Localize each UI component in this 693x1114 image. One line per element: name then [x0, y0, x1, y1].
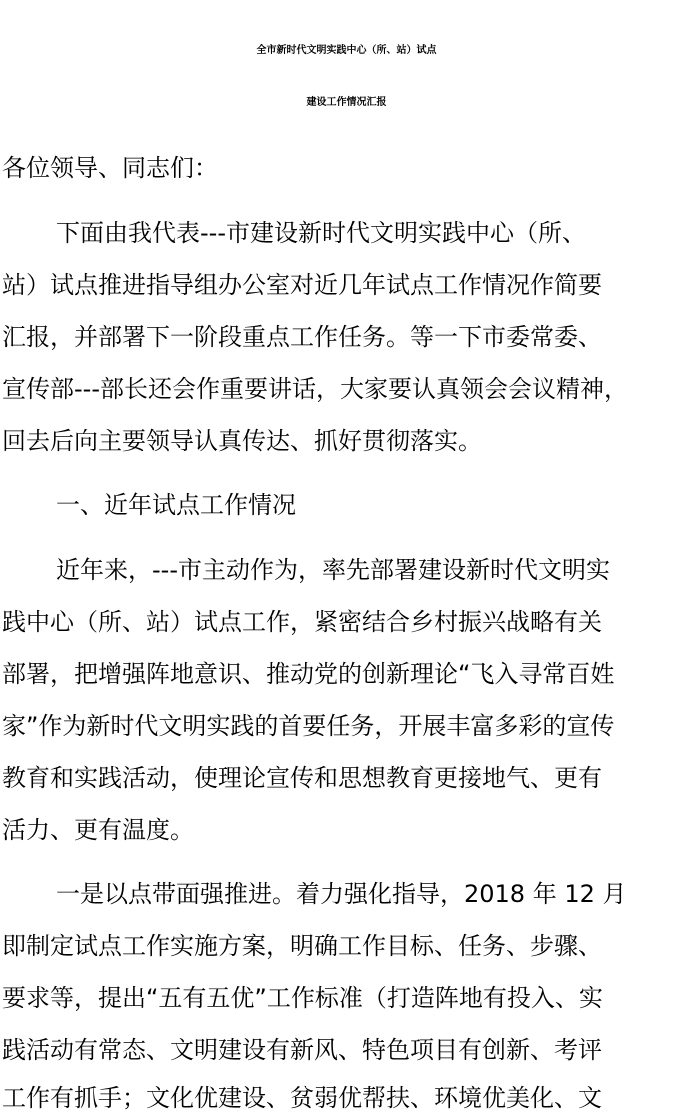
paragraph-line: 近年来，---市主动作为，率先部署建设新时代文明实	[56, 556, 610, 584]
paragraph-line: 践中心（所、站）试点工作，紧密结合乡村振兴战略有关	[2, 608, 602, 636]
paragraph-line: 工作有抓手；文化优建设、贫弱优帮扶、环境优美化、文	[2, 1084, 602, 1112]
paragraph-line: 部署，把增强阵地意识、推动党的创新理论“飞入寻常百姓	[2, 660, 615, 688]
paragraph-line: 一是以点带面强推进。着力强化指导，2018 年 12 月	[56, 880, 627, 908]
paragraph-line: 即制定试点工作实施方案，明确工作目标、任务、步骤、	[2, 932, 602, 960]
paragraph-line: 下面由我代表---市建设新时代文明实践中心（所、	[56, 219, 586, 247]
paragraph-line: 汇报，并部署下一阶段重点工作任务。等一下市委常委、	[2, 323, 602, 351]
section-heading: 一、近年试点工作情况	[56, 491, 296, 519]
paragraph-line: 家”作为新时代文明实践的首要任务，开展丰富多彩的宣传	[2, 712, 615, 740]
paragraph-line: 回去后向主要领导认真传达、抓好贯彻落实。	[2, 427, 482, 455]
document-title-line-1: 全市新时代文明实践中心（所、站）试点	[256, 45, 437, 56]
paragraph-line: 要求等，提出“五有五优”工作标准（打造阵地有投入、实	[2, 984, 603, 1012]
paragraph-line: 站）试点推进指导组办公室对近几年试点工作情况作简要	[2, 271, 602, 299]
document-title-line-2: 建设工作情况汇报	[306, 97, 387, 108]
paragraph-line: 教育和实践活动，使理论宣传和思想教育更接地气、更有	[2, 764, 602, 792]
greeting: 各位领导、同志们：	[2, 154, 218, 182]
paragraph-line: 践活动有常态、文明建设有新风、特色项目有创新、考评	[2, 1036, 602, 1064]
paragraph-line: 宣传部---部长还会作重要讲话，大家要认真领会会议精神，	[2, 375, 628, 403]
paragraph-line: 活力、更有温度。	[2, 816, 194, 844]
